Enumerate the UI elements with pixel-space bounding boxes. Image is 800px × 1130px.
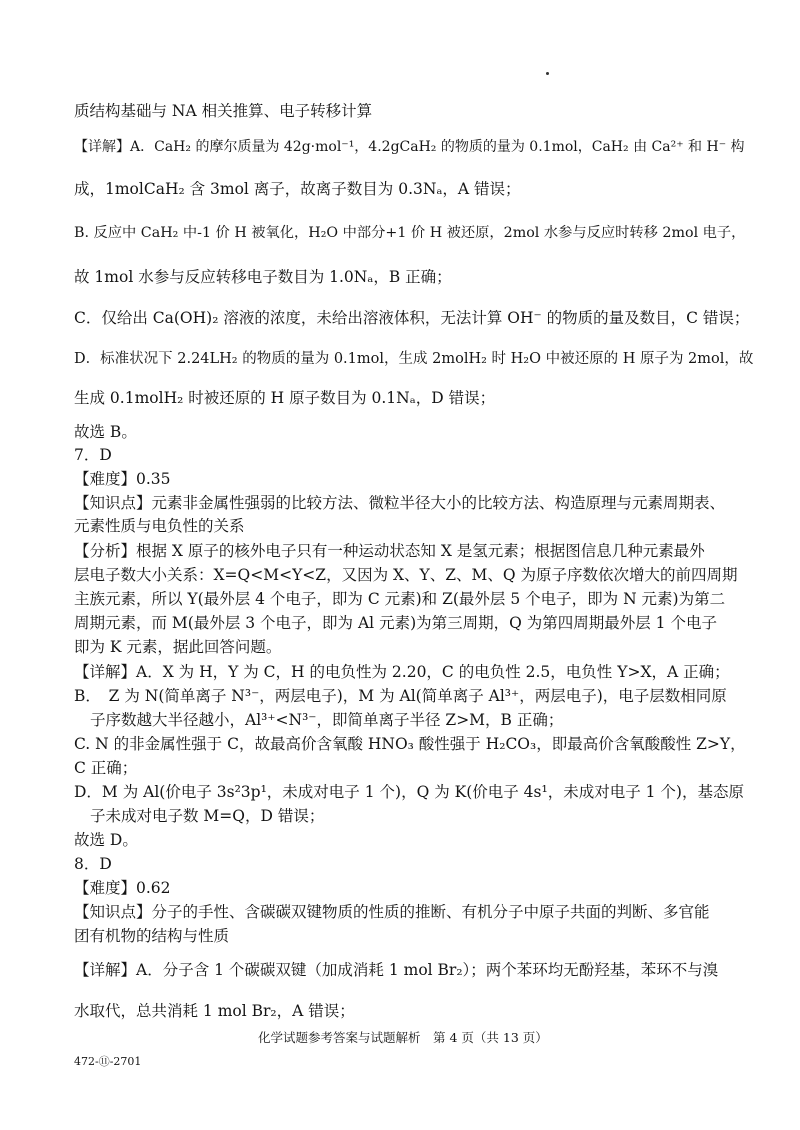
text-line: 【详解】A．CaH₂ 的摩尔质量为 42g·mol⁻¹，4.2gCaH₂ 的物质的量为 0.1mol，CaH₂ 由 Ca²⁺ 和 H⁻ 构 bbox=[74, 139, 745, 155]
text-line: 层电子数大小关系：X=Q<M<Y<Z，又因为 X、Y、Z、M、Q 为原子序数依次增大的前四周期 bbox=[74, 566, 738, 584]
text-line: 成，1molCaH₂ 含 3mol 离子，故离子数目为 0.3Nₐ，A 错误； bbox=[74, 180, 521, 198]
text-line: 水取代，总共消耗 1 mol Br₂，A 错误； bbox=[74, 1002, 355, 1020]
text-line: 故选 D。 bbox=[74, 831, 138, 849]
text-line: B． Z 为 N(简单离子 N³⁻，两层电子)，M 为 Al(简单离子 Al³⁺，两层电子)，电子层数相同原 bbox=[74, 687, 727, 705]
page-footer: 化学试题参考答案与试题解析 第 4 页（共 13 页） bbox=[258, 1030, 548, 1045]
text-line: 生成 0.1molH₂ 时被还原的 H 原子数目为 0.1Nₐ，D 错误； bbox=[74, 389, 496, 407]
text-line: 【难度】0.62 bbox=[74, 879, 171, 897]
text-line: B. 反应中 CaH₂ 中-1 价 H 被氧化，H₂O 中部分+1 价 H 被还原，2mol 水参与反应时转移 2mol 电子， bbox=[74, 225, 746, 241]
text-line: 元素性质与电负性的关系 bbox=[74, 517, 245, 535]
text-line: D．M 为 Al(价电子 3s²3p¹，未成对电子 1 个)，Q 为 K(价电子 4s¹，未成对电子 1 个)，基态原 bbox=[74, 783, 744, 801]
text-line: 故选 B。 bbox=[74, 423, 137, 441]
text-line: D．标准状况下 2.24LH₂ 的物质的量为 0.1mol，生成 2molH₂ 时 H₂O 中被还原的 H 原子为 2mol，故 bbox=[74, 351, 754, 367]
text-line: 【知识点】分子的手性、含碳碳双键物质的性质的推断、有机分子中原子共面的判断、多官能 bbox=[74, 903, 710, 921]
text-line: 子未成对电子数 M=Q，D 错误； bbox=[90, 807, 325, 825]
text-line: 【分析】根据 X 原子的核外电子只有一种运动状态知 X 是氢元素；根据图信息几种元素最外 bbox=[74, 542, 705, 560]
text-line: 周期元素，而 M(最外层 3 个电子，即为 Al 元素)为第三周期，Q 为第四周期最外层 1 个电子 bbox=[74, 614, 717, 632]
text-line: 团有机物的结构与性质 bbox=[74, 927, 230, 945]
question-number: 7．D bbox=[74, 446, 112, 464]
text-line: 即为 K 元素，据此回答问题。 bbox=[74, 638, 282, 656]
text-line: 故 1mol 水参与反应转移电子数目为 1.0Nₐ，B 正确； bbox=[74, 268, 452, 286]
text-line: 质结构基础与 NA 相关推算、电子转移计算 bbox=[74, 102, 373, 120]
text-line: C. N 的非金属性强于 C，故最高价含氧酸 HNO₃ 酸性强于 H₂CO₃，即最高价含氧酸酸性 Z>Y， bbox=[74, 735, 746, 753]
text-line: C．仅给出 Ca(OH)₂ 溶液的浓度，未给出溶液体积，无法计算 OH⁻ 的物质的量及数目，C 错误； bbox=[74, 309, 750, 327]
text-line: 【知识点】元素非金属性强弱的比较方法、微粒半径大小的比较方法、构造原理与元素周期表、 bbox=[74, 494, 726, 512]
text-line: 子序数越大半径越小，Al³⁺<N³⁻，即简单离子半径 Z>M，B 正确； bbox=[90, 711, 564, 729]
text-line: C 正确； bbox=[74, 759, 138, 777]
text-line: 【难度】0.35 bbox=[74, 470, 171, 488]
document-code: 472-⑪-2701 bbox=[74, 1055, 142, 1068]
scan-speck bbox=[546, 72, 549, 75]
text-line: 【详解】A．X 为 H，Y 为 C，H 的电负性为 2.20，C 的电负性 2.5，电负性 Y>X，A 正确； bbox=[74, 663, 730, 681]
question-number: 8．D bbox=[74, 855, 112, 873]
text-line: 【详解】A．分子含 1 个碳碳双键（加成消耗 1 mol Br₂）；两个苯环均无酚羟基，苯环不与溴 bbox=[74, 961, 719, 979]
text-line: 主族元素，所以 Y(最外层 4 个电子，即为 C 元素)和 Z(最外层 5 个电子，即为 N 元素)为第二 bbox=[74, 590, 726, 608]
